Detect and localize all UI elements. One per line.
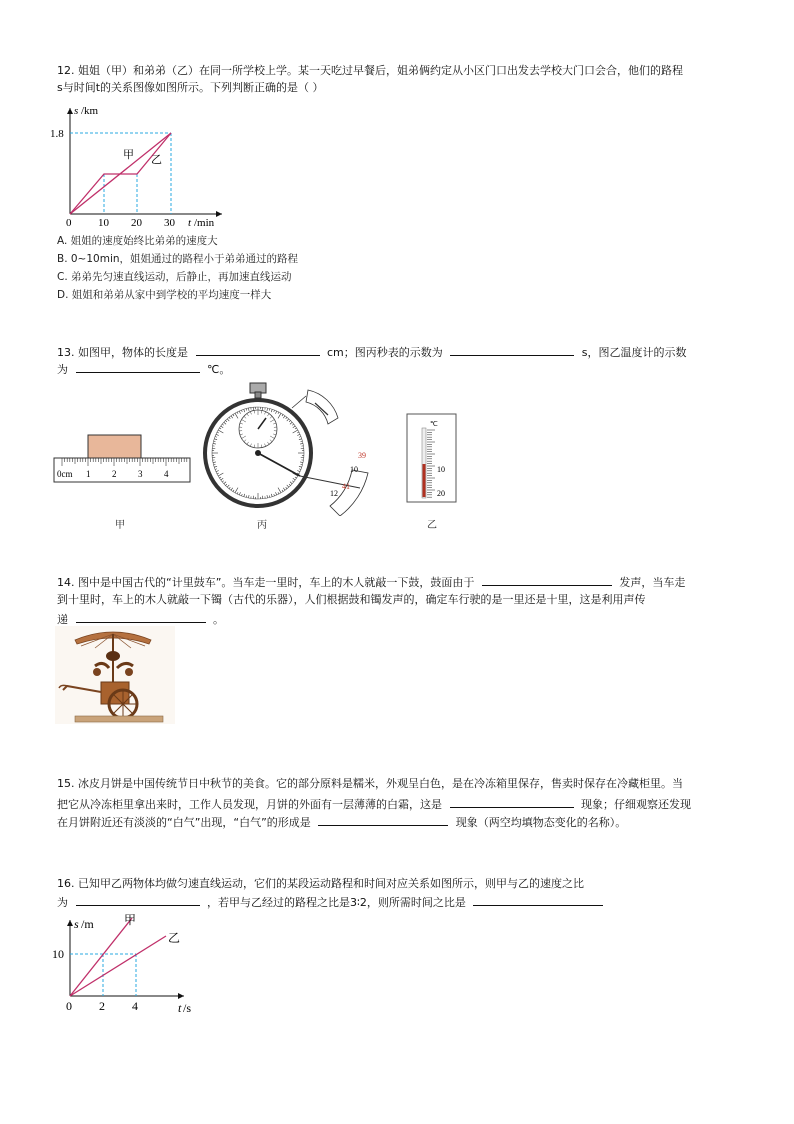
q13-text-e: ℃。: [207, 363, 231, 376]
q16-graph: [46, 912, 206, 1017]
q12-y-axis-s: s: [74, 105, 79, 117]
q12-y-tick: 1.8: [50, 128, 64, 140]
q16-y-axis-s: s: [74, 917, 79, 931]
q16-text-a: 为: [57, 896, 68, 909]
q12-option-a[interactable]: A. 姐姐的速度始终比弟弟的速度大: [57, 235, 218, 247]
q13-stem-line1: [57, 343, 687, 361]
q16-y-axis-unit: /m: [81, 917, 94, 931]
zoom-label-12: 12: [330, 489, 338, 498]
q14-text-c: 递: [57, 613, 68, 626]
q16-text-b: ，若甲与乙经过的路程之比是3∶2，则所需时间之比是: [207, 896, 466, 909]
thermo-tick-20: 20: [437, 489, 445, 498]
q16-label-jia: 甲: [124, 913, 137, 927]
q12-label-yi: 乙: [151, 154, 162, 166]
q13-text-c: s，图乙温度计的示数: [581, 346, 687, 359]
q13-blank-length[interactable]: [196, 343, 320, 356]
ruler-tick-0: 0cm: [57, 469, 73, 479]
q12-x-tick-1: 10: [98, 217, 109, 229]
q13-text-d: 为: [57, 363, 68, 376]
q15-blank-1[interactable]: [450, 795, 574, 808]
q16-x-tick-2: 4: [132, 999, 138, 1013]
q15-text-d: 现象（两空均填物态变化的名称）。: [455, 816, 627, 829]
stopwatch-caption: 丙: [257, 520, 267, 531]
q14-blank-2[interactable]: [76, 610, 206, 623]
ruler-tick-1: 1: [86, 469, 91, 479]
q16-line-jia: [70, 918, 132, 996]
q12-x-axis-unit: /min: [194, 217, 215, 229]
q15-text-a: 把它从冷冻柜里拿出来时，工作人员发现，月饼的外面有一层薄薄的白霜，这是: [57, 798, 442, 811]
q13-thermometer-figure: [404, 412, 459, 504]
q12-x-tick-3: 30: [164, 217, 175, 229]
q15-stem-line1: 15. 冰皮月饼是中国传统节日中秋节的美食。它的部分原料是糯米，外观呈白色，是在冷冻箱里保存，售卖时保存在冷藏柜里。当: [57, 777, 683, 790]
thermo-tick-10: 10: [437, 465, 445, 474]
q12-stem-line1: 12. 姐姐（甲）和弟弟（乙）在同一所学校上学。某一天吃过早餐后，姐弟俩约定从小区门口出发去学校大门口会合，他们的路程: [57, 64, 683, 77]
q15-stem-line2: [57, 795, 691, 813]
q13-text-b: cm；图丙秒表的示数为: [327, 346, 443, 359]
zoom-label-41: 41: [342, 482, 350, 491]
q15-text-b: 现象；仔细观察还发现: [581, 798, 691, 811]
ruler-object: [88, 435, 141, 458]
q12-x-tick-0: 0: [66, 217, 72, 229]
q16-y-tick: 10: [52, 947, 64, 961]
ruler-tick-2: 2: [112, 469, 117, 479]
q15-stem-line3: [57, 813, 626, 831]
ruler-tick-3: 3: [138, 469, 143, 479]
q14-text-b: 发声，当车走: [619, 576, 686, 589]
ruler-tick-4: 4: [164, 469, 169, 479]
q12-label-jia: 甲: [123, 149, 134, 161]
q12-option-d[interactable]: D. 姐姐和弟弟从家中到学校的平均速度一样大: [57, 289, 272, 301]
q16-label-yi: 乙: [168, 931, 181, 945]
q12-x-axis-t: t: [188, 217, 192, 229]
q15-text-c: 在月饼附近还有淡淡的“白气”出现，“白气”的形成是: [57, 816, 311, 829]
q16-x-tick-1: 2: [99, 999, 105, 1013]
thermometer-caption: 乙: [427, 520, 437, 531]
zoom-label-10: 10: [350, 465, 358, 474]
q16-stem-line1: 16. 已知甲乙两物体均做匀速直线运动，它们的某段运动路程和时间对应关系如图所示，则甲与乙的速度之比: [57, 877, 584, 890]
q12-stem-line2: s与时间t的关系图像如图所示。下列判断正确的是（ ）: [57, 81, 324, 94]
q12-option-c[interactable]: C. 弟弟先匀速直线运动，后静止，再加速直线运动: [57, 271, 292, 283]
ruler-caption: 甲: [115, 520, 125, 531]
q13-blank-temperature[interactable]: [76, 360, 200, 373]
q12-y-axis-unit: /km: [81, 105, 99, 117]
q14-drum-cart-image: [55, 626, 175, 724]
q15-blank-2[interactable]: [318, 813, 448, 826]
q13-stopwatch-figure: [200, 378, 370, 516]
q13-text-a: 13. 如图甲，物体的长度是: [57, 346, 188, 359]
q12-option-b[interactable]: B. 0~10min，姐姐通过的路程小于弟弟通过的路程: [57, 253, 299, 265]
q16-blank-1[interactable]: [76, 893, 200, 906]
q14-text-d: 。: [213, 613, 224, 626]
q14-text-a: 14. 图中是中国古代的“计里鼓车”。当车走一里时，车上的木人就敲一下鼓，鼓面由于: [57, 576, 475, 589]
q12-x-tick-2: 20: [131, 217, 142, 229]
q12-graph: [40, 100, 230, 230]
q16-x-axis-t: t: [178, 1001, 182, 1015]
q13-stem-line2: [57, 360, 230, 378]
zoom-label-39: 39: [358, 451, 366, 460]
q13-ruler-figure: [52, 432, 194, 484]
q13-blank-stopwatch[interactable]: [450, 343, 574, 356]
q16-x-tick-0: 0: [66, 999, 72, 1013]
q16-blank-2[interactable]: [473, 893, 603, 906]
thermo-unit: ℃: [430, 420, 438, 428]
q16-x-axis-unit: /s: [183, 1001, 192, 1015]
q16-line-yi: [70, 936, 166, 996]
q14-blank-1[interactable]: [482, 573, 612, 586]
q14-stem-line1: [57, 573, 685, 591]
q16-stem-line2: [57, 893, 607, 911]
q14-stem-line2: 到十里时，车上的木人就敲一下镯（古代的乐器），人们根据鼓和镯发声的，确定车行驶的是一里还是十里，这是利用声传: [57, 593, 646, 606]
